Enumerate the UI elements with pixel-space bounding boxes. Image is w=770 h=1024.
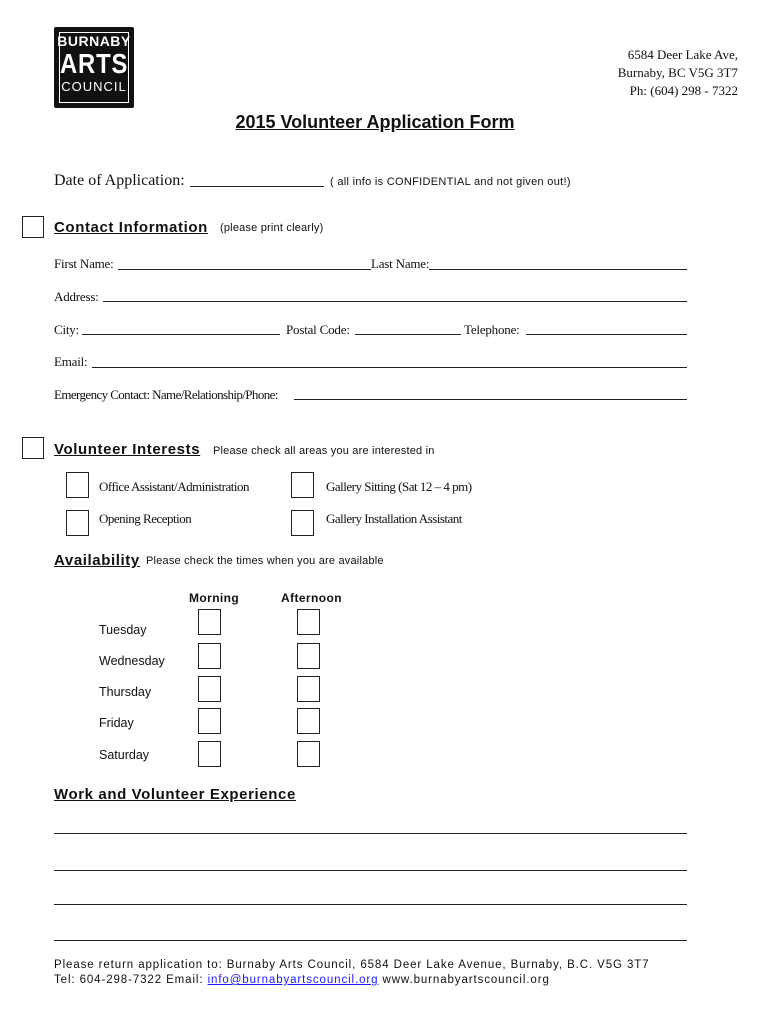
opening-reception-checkbox[interactable] xyxy=(66,510,89,536)
tuesday-afternoon-checkbox[interactable] xyxy=(297,609,320,635)
address-line-2: Burnaby, BC V5G 3T7 xyxy=(617,65,738,80)
experience-line-2[interactable] xyxy=(54,870,687,871)
availability-note: Please check the times when you are available xyxy=(146,555,384,567)
gallery-sitting-label: Gallery Sitting (Sat 12 – 4 pm) xyxy=(326,479,472,494)
last-name-field[interactable] xyxy=(429,269,687,270)
emergency-contact-label: Emergency Contact: Name/Relationship/Phone: xyxy=(54,387,278,402)
experience-line-3[interactable] xyxy=(54,904,687,905)
afternoon-column-header: Afternoon xyxy=(281,591,342,605)
contact-line xyxy=(54,973,649,988)
friday-afternoon-checkbox[interactable] xyxy=(297,708,320,734)
address-field[interactable] xyxy=(103,301,687,302)
burnaby-arts-council-logo xyxy=(54,27,134,108)
city-label: City: xyxy=(54,322,80,337)
website-text: www.burnabyartscouncil.org xyxy=(378,974,550,986)
availability-heading: Availability xyxy=(54,552,140,569)
date-of-application-label: Date of Application: xyxy=(54,172,185,189)
friday-morning-checkbox[interactable] xyxy=(198,708,221,734)
telephone-label: Telephone: xyxy=(464,322,520,337)
logo-text-arts: ARTS xyxy=(60,48,129,79)
opening-reception-label: Opening Reception xyxy=(99,511,192,526)
email-field[interactable] xyxy=(92,367,687,368)
office-assistant-label: Office Assistant/Administration xyxy=(99,479,249,494)
office-assistant-checkbox[interactable] xyxy=(66,472,89,498)
confidential-note: ( all info is CONFIDENTIAL and not given out!) xyxy=(330,176,571,188)
form-title: 2015 Volunteer Application Form xyxy=(235,112,515,132)
emergency-contact-field[interactable] xyxy=(294,399,687,400)
date-of-application-field[interactable] xyxy=(190,186,324,187)
first-name-label: First Name: xyxy=(54,256,114,271)
thursday-morning-checkbox[interactable] xyxy=(198,676,221,702)
day-saturday: Saturday xyxy=(99,748,150,762)
email-link[interactable]: info@burnabyartscouncil.org xyxy=(207,974,379,986)
day-friday: Friday xyxy=(99,716,134,730)
address-phone: Ph: (604) 298 - 7322 xyxy=(629,83,738,98)
gallery-installation-label: Gallery Installation Assistant xyxy=(326,511,462,526)
experience-line-4[interactable] xyxy=(54,940,687,941)
last-name-label: Last Name: xyxy=(371,256,430,271)
logo-text-council: COUNCIL xyxy=(61,79,127,94)
address-line-1: 6584 Deer Lake Ave, xyxy=(627,47,738,62)
return-address-line: Please return application to: Burnaby Arts Council, 6584 Deer Lake Avenue, Burnaby, B.C. V5G 3T7 xyxy=(54,959,650,971)
postal-code-field[interactable] xyxy=(355,334,461,335)
address-label: Address: xyxy=(54,289,99,304)
gallery-installation-checkbox[interactable] xyxy=(291,510,314,536)
first-name-field[interactable] xyxy=(118,269,371,270)
work-experience-heading: Work and Volunteer Experience xyxy=(54,786,296,803)
contact-information-heading: Contact Information xyxy=(54,219,208,236)
thursday-afternoon-checkbox[interactable] xyxy=(297,676,320,702)
volunteer-interests-note: Please check all areas you are interested in xyxy=(213,445,435,457)
volunteer-interests-heading: Volunteer Interests xyxy=(54,441,201,458)
day-tuesday: Tuesday xyxy=(99,623,147,637)
gallery-sitting-checkbox[interactable] xyxy=(291,472,314,498)
experience-line-1[interactable] xyxy=(54,833,687,834)
saturday-morning-checkbox[interactable] xyxy=(198,741,221,767)
contact-section-checkbox[interactable] xyxy=(22,216,44,238)
interests-section-checkbox[interactable] xyxy=(22,437,44,459)
saturday-afternoon-checkbox[interactable] xyxy=(297,741,320,767)
telephone-field[interactable] xyxy=(526,334,687,335)
wednesday-morning-checkbox[interactable] xyxy=(198,643,221,669)
day-wednesday: Wednesday xyxy=(99,654,165,668)
email-label: Email: xyxy=(54,354,88,369)
tel-email-label: Tel: 604-298-7322 Email: xyxy=(54,974,208,986)
footer xyxy=(54,958,649,988)
postal-code-label: Postal Code: xyxy=(286,322,350,337)
tuesday-morning-checkbox[interactable] xyxy=(198,609,221,635)
wednesday-afternoon-checkbox[interactable] xyxy=(297,643,320,669)
contact-information-note: (please print clearly) xyxy=(220,222,324,234)
logo-text-burnaby: BURNABY xyxy=(57,33,131,49)
day-thursday: Thursday xyxy=(99,685,152,699)
morning-column-header: Morning xyxy=(189,591,240,605)
organization-address xyxy=(618,46,738,100)
city-field[interactable] xyxy=(82,334,280,335)
